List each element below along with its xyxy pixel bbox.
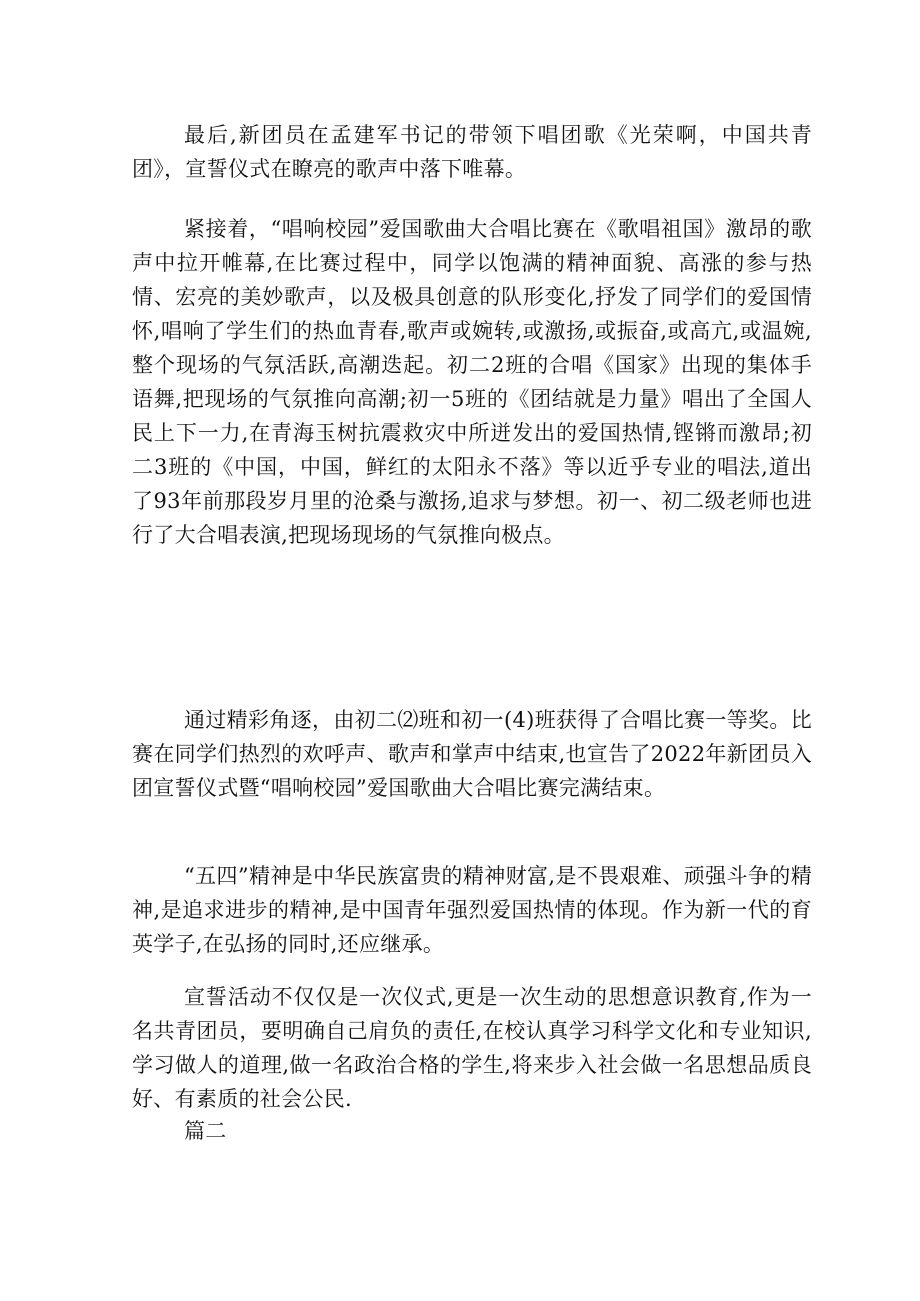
paragraph-may-fourth-spirit: “五四”精神是中华民族富贵的精神财富,是不畏艰难、顽强斗争的精神,是追求进步的精神,是中国青年强烈爱国热情的体现。作为新一代的育英学子,在弘扬的同时,还应继承。 bbox=[132, 864, 812, 956]
paragraph-ceremony-ending: 最后,新团员在孟建军书记的带领下唱团歌《光荣啊，中国共青团》，宣誓仪式在瞭亮的歌声中落下唯幕。 bbox=[132, 123, 812, 181]
paragraph-competition-results: 通过精彩角逐，由初二⑵班和初一(4)班获得了合唱比赛一等奖。比赛在同学们热烈的欢呼声、歌声和掌声中结束,也宣告了2022年新团员入团宣誓仪式暨“唱响校园”爱国歌曲大合唱比赛完满结束。 bbox=[132, 708, 812, 800]
paragraph-chorus-competition: 紧接着，“唱响校园”爱国歌曲大合唱比赛在《歌唱祖国》激昂的歌声中拉开帷幕,在比赛过程中，同学以饱满的精神面貌、高涨的参与热情、宏亮的美妙歌声，以及极具创意的队形变化,抒发了同学们的爱国情怀,唱响了学生们的热血青春,歌声或婉转,或激扬,或振奋,或高亢,或温婉,整个现场的气氛活跃,高潮迭起。初二2班的合唱《国家》出现的集体手语舞,把现场的气氛推向高潮;初一5班的《团结就是力量》唱出了全国人民上下一力,在青海玉树抗震救灾中所迸发出的爱国热情,铿锵而激昂;初二3班的《中国，中国，鲜红的太阳永不落》等以近乎专业的唱法,道出了93年前那段岁月里的沧桑与激扬,追求与梦想。初一、初二级老师也进行了大合唱表演,把现场现场的气氛推向极点。 bbox=[132, 217, 812, 547]
paragraph-oath-significance: 宣誓活动不仅仅是一次仪式,更是一次生动的思想意识教育,作为一名共青团员，要明确自己肩负的责任,在校认真学习科学文化和专业知识,学习做人的道理,做一名政治合格的学生,将来步入社会做一名思想品质良好、有素质的社会公民. bbox=[132, 985, 812, 1111]
section-heading-part-two: 篇二 bbox=[184, 1119, 227, 1143]
